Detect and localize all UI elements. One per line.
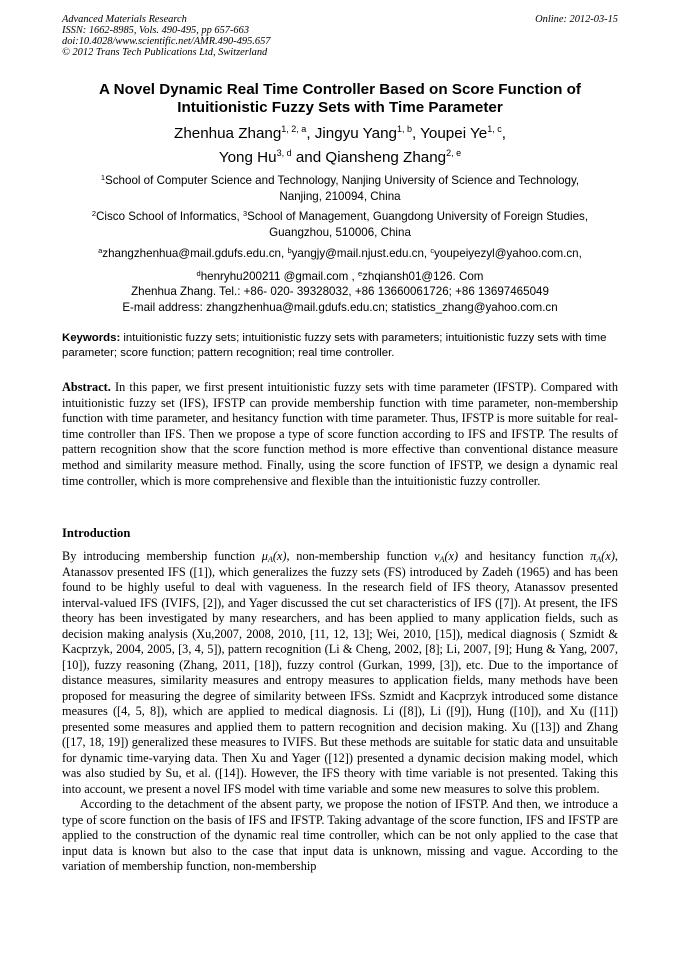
author-sep: ,	[306, 125, 315, 142]
author-name: Jingyu Yang	[314, 125, 397, 142]
math-pi: $\pi_A(x)$	[590, 549, 615, 564]
paper-title	[62, 81, 618, 117]
author-affil-sup: 1, 2, a	[281, 124, 307, 134]
author-affil-sup: 3, d	[276, 148, 292, 158]
author-list	[62, 122, 618, 170]
email-d: henryhu200211 @gmail.com ,	[200, 269, 358, 283]
author-line-2	[62, 146, 618, 170]
telephone-line: Zhenhua Zhang. Tel.: +86- 020- 39328032, +86 13660061726; +86 13697465049	[131, 285, 549, 299]
title-line-1: A Novel Dynamic Real Time Controller Based on Score Function of	[99, 81, 581, 98]
email-line-2: $^d$henryhu200211 @gmail.com , $^e$zhqiansh01@126. Com	[196, 268, 484, 283]
keywords-label: Keywords:	[62, 332, 121, 344]
keywords-text: intuitionistic fuzzy sets; intuitionistic fuzzy sets with parameters; intuitionistic fuzzy sets with time parameter; score function; pattern recognition; real time controller.	[62, 332, 607, 359]
affiliation-1	[62, 173, 618, 204]
doi-line: doi:10.4028/www.scientific.net/AMR.490-495.657	[62, 36, 271, 47]
author-name: Zhenhua Zhang	[174, 125, 282, 142]
email-a: zhangzhenhua@mail.gdufs.edu.cn,	[102, 247, 288, 260]
paragraph: According to the detachment of the absent party, we propose the notion of IFSTP. And then, we introduce a type of score function on the basis of IFS and IFSTP. Taking advantage of the score function, IFS and IFSTP are applied to the construction of the dynamic real time controller, which can be not only applied to the case that input data is known but also to the case that input data is unknown, missing and vague. According to the variation of membership function, non-membership	[62, 797, 618, 873]
section-heading-introduction: Introduction	[62, 526, 131, 540]
author-sep: and	[291, 149, 326, 166]
author-sep: ,	[501, 125, 506, 142]
math-mu: $\mu_A(x)$	[261, 549, 287, 564]
running-header	[62, 14, 618, 58]
author-name: Qiansheng Zhang	[325, 149, 447, 166]
affil-text: School of Management, Guangdong University of Foreign Studies,	[247, 210, 589, 223]
author-sep: ,	[412, 125, 421, 142]
affil-sup: 1	[100, 173, 106, 182]
affil-text: School of Computer Science and Technology, Nanjing University of Science and Technology,	[105, 174, 580, 187]
paragraph: By introducing membership function $\mu_A(x)$, non-membership function $v_A(x)$ and hesitancy function $\pi_A(x)$, Atanassov presented IFS ([1]), which generalizes the fuzzy sets (FS) introduced by Zadeh (1965) and has been found to be highly useful to deal with vagueness. In the research field of IFS theory, Atanassov presented interval-valued IFS (IVIFS, [2]), and Yager discussed the cut set characteristics of IFS ([7]). At present, the IFS theory has been investigated by many researchers, and has been applied to many application fields, such as decision making analysis (Xu,2007, 2008, 2010, [11, 12, 13]; Wei, 2010, [15]), medical diagnosis ( Szmidt & Kacprzyk, 2004, 2005, [3, 4, 5]), pattern recognition (Li & Cheng, 2002, [8]; Li, 2007, [9]; Hung & Yang, 2007, [10]), fuzzy reasoning (Zhang, 2011, [18]), fuzzy control (Gurkan, 1999, [3]), etc. Due to the importance of distance measures, similarity measures and entropy measures to application fields, many methods have been proposed for measuring the degree of similarity between IFSs. Szmidt and Kacprzyk introduced some distance measures ([4, 5, 8]), which are applied to medical diagnosis. Li ([8]), Li ([9]), Hung ([10]), and Xu ([11]) presented some measures and applied them to pattern recognition and decision making. Xu ([13]) and Zhang ([17, 18, 19]) generalized these measures to IVIFS. But these methods are suitable for static data and unsuitable for dynamic time-varying data. Then Xu and Yager ([12]) presented a dynamic decision making model, which was also studied by Su, et al. ([14]). However, the IFS theory with time variable is not presented. Taking this into account, we present a novel IFS model with time variable and some new measures to solve this problem.	[62, 549, 618, 796]
email-b: yangjy@mail.njust.edu.cn,	[291, 247, 431, 260]
keywords	[62, 331, 618, 361]
abstract-label: Abstract.	[62, 380, 111, 394]
introduction-body	[62, 549, 618, 875]
affil-text: Cisco School of Informatics,	[96, 210, 243, 223]
author-name: Youpei Ye	[420, 125, 488, 142]
author-affil-sup: 1, c	[487, 124, 502, 134]
contact-block	[62, 246, 618, 315]
copyright-line: © 2012 Trans Tech Publications Ltd, Switzerland	[62, 47, 268, 58]
abstract	[62, 380, 618, 489]
online-date: Online: 2012-03-15	[535, 14, 618, 25]
author-affil-sup: 2, e	[446, 148, 462, 158]
journal-name: Advanced Materials Research	[62, 14, 187, 25]
author-line-1	[62, 122, 618, 146]
abstract-text: In this paper, we first present intuitionistic fuzzy sets with time parameter (IFSTP). Compared with intuitionistic fuzzy set (IFS), IFSTP can provide membership function with time parameter, non-membership function with time parameter, and hesitancy function with time parameter. Thus, IFSTP is more suitable for real-time controller than IFS. Then we propose a type of score function according to IFS and IFSTP. The results of pattern recognition show that the score function method is more effective than conventional distance measure method and similarity measure method. Finally, using the score function of IFSTP, we design a dynamic real time controller, which is more comprehensive and flexible than the intuitionistic fuzzy controller.	[62, 380, 618, 488]
title-line-2: Intuitionistic Fuzzy Sets with Time Parameter	[177, 99, 503, 116]
math-nu: $v_A(x)$	[434, 549, 459, 564]
author-affil-sup: 1, b	[396, 124, 412, 134]
email-c: youpeiyezyl@yahoo.com.cn,	[434, 247, 582, 260]
email-line-1: $^a$zhangzhenhua@mail.gdufs.edu.cn, $^b$yangjy@mail.njust.edu.cn, $^c$youpeiyezyl@yahoo.com.cn,	[98, 246, 582, 260]
author-name: Yong Hu	[218, 149, 277, 166]
email-address-line: E-mail address: zhangzhenhua@mail.gdufs.edu.cn; statistics_zhang@yahoo.com.cn	[122, 300, 558, 314]
affil-sup: 3	[242, 209, 248, 218]
affil-text: Guangzhou, 510006, China	[269, 225, 411, 239]
affil-text: Nanjing, 210094, China	[279, 189, 401, 203]
email-e: zhqiansh01@126. Com	[362, 269, 484, 283]
issn-line: ISSN: 1662-8985, Vols. 490-495, pp 657-663	[62, 25, 250, 36]
affiliation-2-3	[62, 209, 618, 240]
affil-sup: 2	[91, 209, 97, 218]
